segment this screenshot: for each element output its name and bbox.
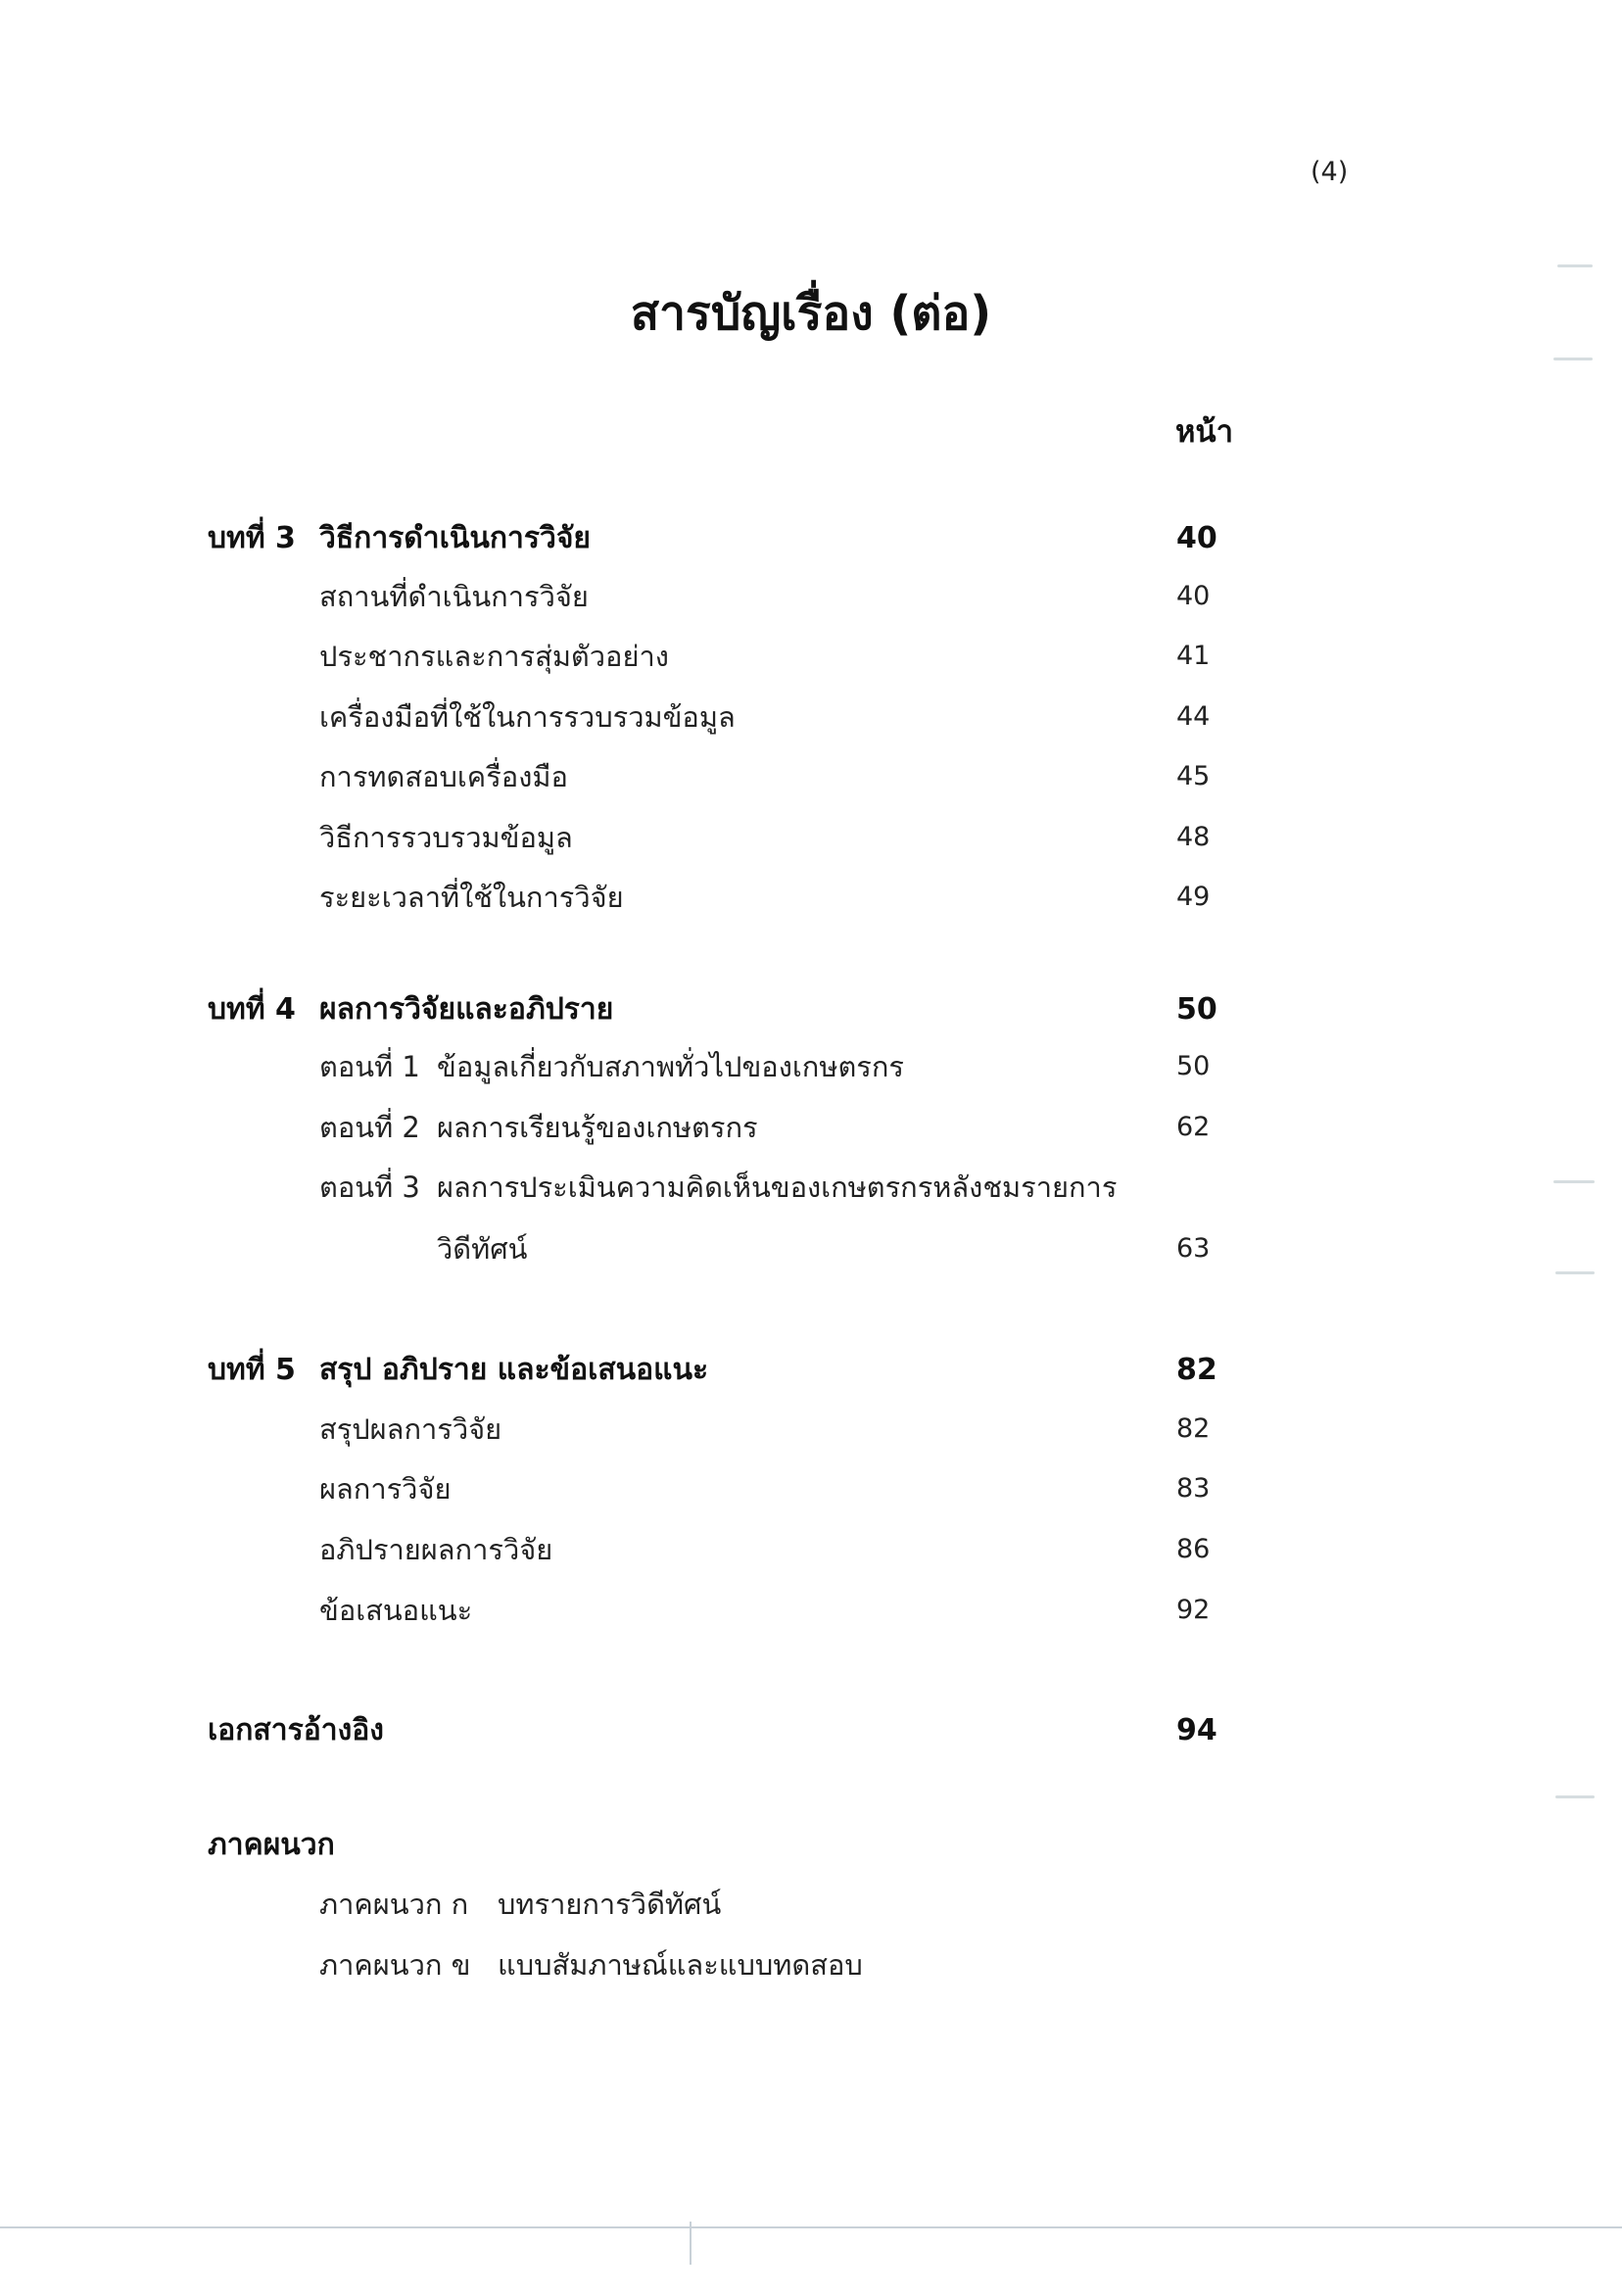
entry-title: สรุปผลการวิจัย	[319, 1412, 502, 1446]
entry-title: ผลการวิจัย	[319, 1472, 452, 1506]
chapter-title: ผลการวิจัยและอภิปราย	[319, 992, 614, 1027]
appendix-entry-title: บทรายการวิดีทัศน์	[498, 1888, 722, 1921]
chapter-title: สรุป อภิปราย และข้อเสนอแนะ	[319, 1353, 709, 1387]
chapter-page: 82	[1176, 1353, 1217, 1387]
entry-page: 63	[1176, 1233, 1211, 1264]
entry-title: ประชากรและการสุ่มตัวอย่าง	[319, 640, 669, 673]
entry-page: 41	[1176, 641, 1211, 671]
entry-page: 48	[1176, 822, 1211, 852]
entry-label: ตอนที่ 1	[319, 1050, 420, 1083]
references-page: 94	[1176, 1713, 1217, 1747]
scan-edge-mark	[1555, 1271, 1595, 1274]
chapter-label: บทที่ 4	[208, 992, 296, 1027]
references-title: เอกสารอ้างอิง	[208, 1713, 384, 1747]
entry-page: 40	[1176, 581, 1211, 611]
entry-page: 86	[1176, 1534, 1211, 1564]
chapter-page: 50	[1176, 992, 1217, 1027]
scan-edge-mark	[1553, 1180, 1595, 1183]
entry-title: เครื่องมือที่ใช้ในการรวบรวมข้อมูล	[319, 700, 736, 734]
entry-title: การทดสอบเครื่องมือ	[319, 760, 568, 793]
entry-title: ข้อเสนอแนะ	[319, 1594, 473, 1627]
entry-title: อภิปรายผลการวิจัย	[319, 1533, 553, 1566]
entry-page: 44	[1176, 701, 1211, 732]
chapter-label: บทที่ 5	[208, 1353, 296, 1387]
entry-title: ผลการประเมินความคิดเห็นของเกษตรกรหลังชมรายการ	[437, 1171, 1118, 1204]
entry-page: 45	[1176, 761, 1211, 791]
entry-page: 50	[1176, 1051, 1211, 1081]
entry-label: ตอนที่ 3	[319, 1171, 420, 1204]
scan-edge-mark	[1553, 358, 1593, 360]
chapter-page: 40	[1176, 521, 1217, 555]
entry-title: วิธีการรวบรวมข้อมูล	[319, 821, 573, 854]
entry-page: 92	[1176, 1595, 1211, 1625]
chapter-label: บทที่ 3	[208, 521, 296, 555]
page-number: (4)	[1311, 157, 1349, 187]
appendix-label: ภาคผนวก ก	[319, 1888, 469, 1921]
entry-title: สถานที่ดำเนินการวิจัย	[319, 580, 589, 613]
appendix-title: ภาคผนวก	[208, 1828, 335, 1862]
chapter-title: วิธีการดำเนินการวิจัย	[319, 521, 592, 555]
entry-label: ตอนที่ 2	[319, 1111, 420, 1144]
scan-edge-tick	[690, 2222, 692, 2265]
page-column-header: หน้า	[1175, 414, 1234, 450]
entry-title: ข้อมูลเกี่ยวกับสภาพทั่วไปของเกษตรกร	[437, 1050, 904, 1083]
entry-page: 49	[1176, 882, 1211, 912]
scan-edge-mark	[1557, 264, 1593, 267]
page-title: สารบัญเรื่อง (ต่อ)	[630, 286, 992, 341]
entry-title: ผลการเรียนรู้ของเกษตรกร	[437, 1111, 758, 1144]
entry-page: 83	[1176, 1473, 1211, 1504]
entry-page: 62	[1176, 1112, 1211, 1142]
appendix-entry-title: แบบสัมภาษณ์และแบบทดสอบ	[498, 1948, 863, 1982]
scan-edge-line	[0, 2226, 1622, 2228]
entry-title-continuation: วิดีทัศน์	[437, 1232, 528, 1266]
entry-title: ระยะเวลาที่ใช้ในการวิจัย	[319, 881, 624, 914]
entry-page: 82	[1176, 1413, 1211, 1444]
appendix-label: ภาคผนวก ข	[319, 1948, 471, 1982]
scan-edge-mark	[1555, 1795, 1595, 1798]
